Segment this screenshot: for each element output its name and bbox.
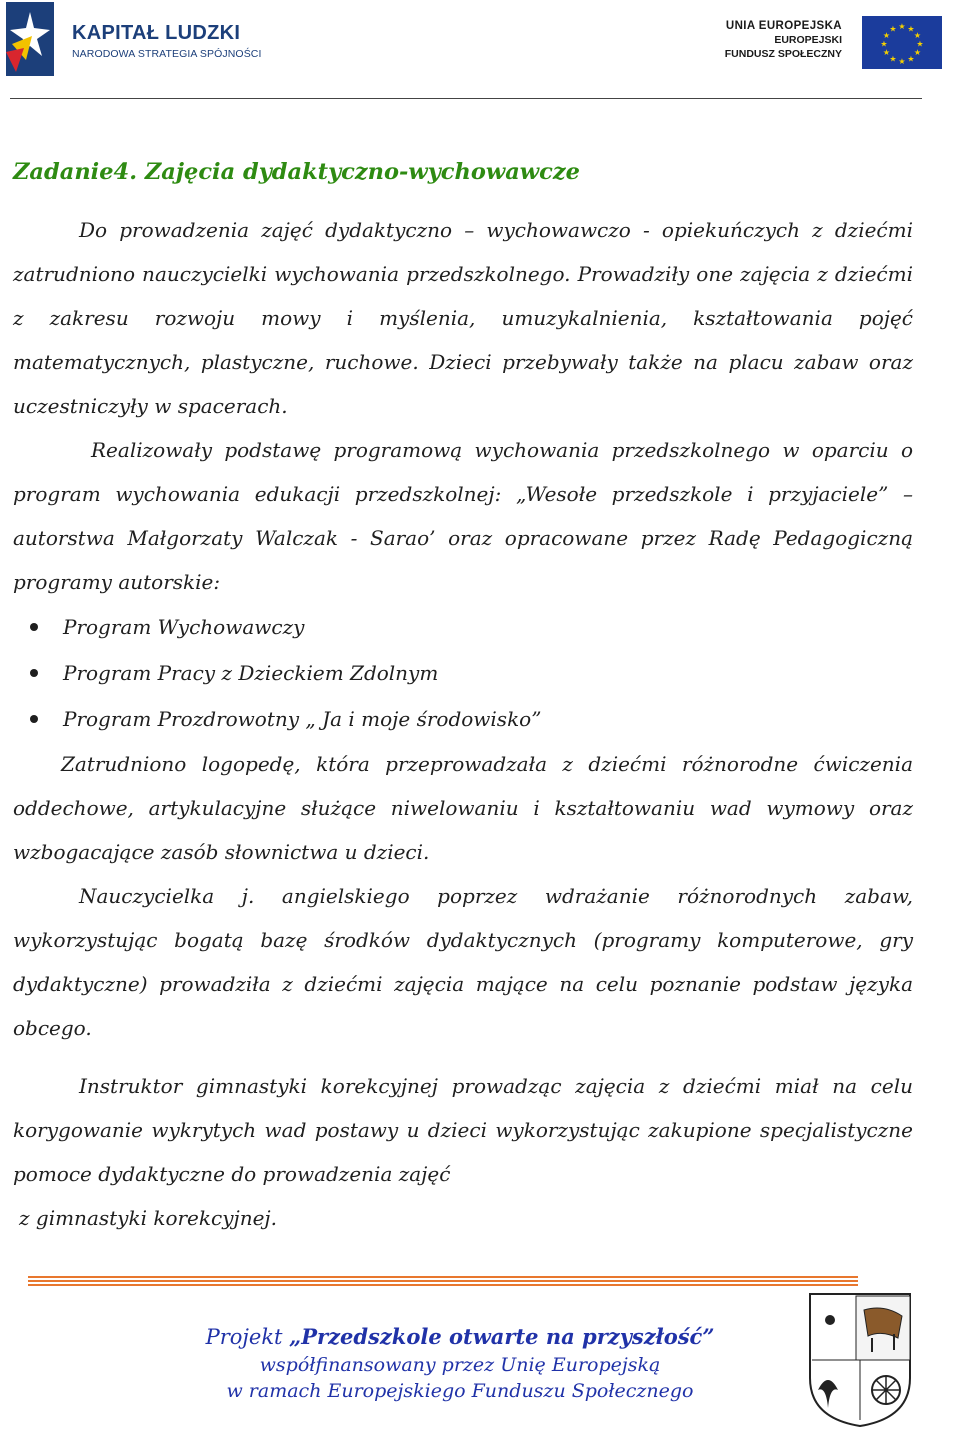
svg-text:★: ★ — [913, 31, 922, 40]
paragraph-english-teacher: Nauczycielka j. angielskiego poprzez wdrażanie różnorodnych zabaw, wykorzystując bogatą bazę środków dydaktycznych (programy komputerowe, gry dydaktyczne) prowadziła z dziećmi zajęcia mające na celu poznanie podstaw języka obcego. — [13, 884, 913, 1040]
footer-project-line — [160, 1322, 760, 1352]
footer-fund-line: w ramach Europejskiego Funduszu Społecznego — [226, 1380, 694, 1402]
bullet-icon — [30, 715, 38, 723]
svg-text:★: ★ — [889, 24, 897, 34]
program-label: Program Wychowawczy — [63, 615, 305, 639]
list-item — [13, 650, 913, 696]
header-divider — [10, 98, 922, 99]
footer-project-prefix: Projekt — [205, 1325, 290, 1349]
footer-rule-line — [28, 1284, 858, 1286]
svg-text:★: ★ — [916, 39, 924, 49]
paragraph-gym-last-line: z gimnastyki korekcyjnej. — [19, 1206, 277, 1230]
svg-text:★: ★ — [882, 31, 891, 40]
bullet-icon — [30, 669, 38, 677]
bullet-icon — [30, 623, 38, 631]
footer-rule — [28, 1276, 858, 1288]
paragraph-gym-instructor: Instruktor gimnastyki korekcyjnej prowadząc zajęcia z dziećmi miał na celu korygowanie wykrytych wad postawy u dzieci wykorzystując zakupione specjalistyczne pomoce dydaktyczne do prowadzenia zajęć — [13, 1074, 913, 1186]
paragraph-speech-therapist: Zatrudniono logopedę, która przeprowadzała z dziećmi różnorodne ćwiczenia oddechowe, artykulacyjne służące niwelowaniu i kształtowaniu wad wymowy oraz wzbogacające zasób słownictwa u dzieci. — [13, 752, 913, 864]
program-label: Program Pracy z Dzieckiem Zdolnym — [63, 661, 439, 685]
program-label: Program Prozdrowotny „ Ja i moje środowisko” — [63, 707, 542, 731]
coat-of-arms-icon — [806, 1290, 914, 1430]
eu-fund-text — [725, 20, 842, 60]
svg-text:★: ★ — [907, 24, 915, 34]
svg-text:★: ★ — [898, 57, 906, 66]
footer-project-name: „Przedszkole otwarte na przyszłość” — [289, 1324, 715, 1349]
svg-text:★: ★ — [898, 22, 906, 31]
eu-line-3: FUNDUSZ SPOŁECZNY — [724, 48, 842, 60]
footer-cofinanced-line: współfinansowany przez Unię Europejską — [259, 1354, 661, 1376]
svg-text:★: ★ — [913, 48, 922, 57]
kapital-ludzki-subtitle: NARODOWA STRATEGIA SPÓJNOŚCI — [72, 48, 262, 60]
program-list — [13, 604, 913, 742]
kapital-ludzki-logo-icon — [6, 2, 54, 76]
svg-text:★: ★ — [882, 48, 891, 57]
document-body — [13, 150, 913, 1240]
eu-line-1: UNIA EUROPEJSKA — [725, 20, 842, 32]
svg-text:★: ★ — [880, 39, 888, 49]
paragraph-staff: Do prowadzenia zajęć dydaktyczno – wychowawczo - opiekuńczych z dziećmi zatrudniono nauczycielki wychowania przedszkolnego. Prowadziły one zajęcia z dziećmi z zakresu rozwoju mowy i myślenia, umuzykalnienia, kształtowania pojęć matematycznych, plastyczne, ruchowe. Dzieci przebywały także na placu zabaw oraz uczestniczyły w spacerach. — [13, 218, 913, 418]
footer-text — [160, 1322, 760, 1404]
document-title: Zadanie4. Zajęcia dydaktyczno-wychowawcze — [13, 159, 580, 185]
svg-text:★: ★ — [889, 54, 897, 64]
kapital-ludzki-title: KAPITAŁ LUDZKI — [72, 22, 241, 44]
kapital-ludzki-text — [72, 22, 262, 60]
list-item — [13, 604, 913, 650]
paragraph-curriculum: Realizowały podstawę programową wychowania przedszkolnego w oparciu o program wychowania edukacji przedszkolnej: „Wesołe przedszkole i przyjaciele” – autorstwa Małgorzaty Walczak - Sarao’ oraz opracowane przez Radę Pedagogiczną programy autorskie: — [13, 438, 913, 594]
footer-rule-line — [28, 1276, 858, 1278]
list-item — [13, 696, 913, 742]
svg-text:★: ★ — [907, 54, 915, 64]
eu-flag-icon — [862, 16, 942, 69]
eu-line-2: EUROPEJSKI — [774, 34, 842, 46]
footer-rule-line — [28, 1280, 858, 1282]
page-header — [0, 0, 960, 100]
